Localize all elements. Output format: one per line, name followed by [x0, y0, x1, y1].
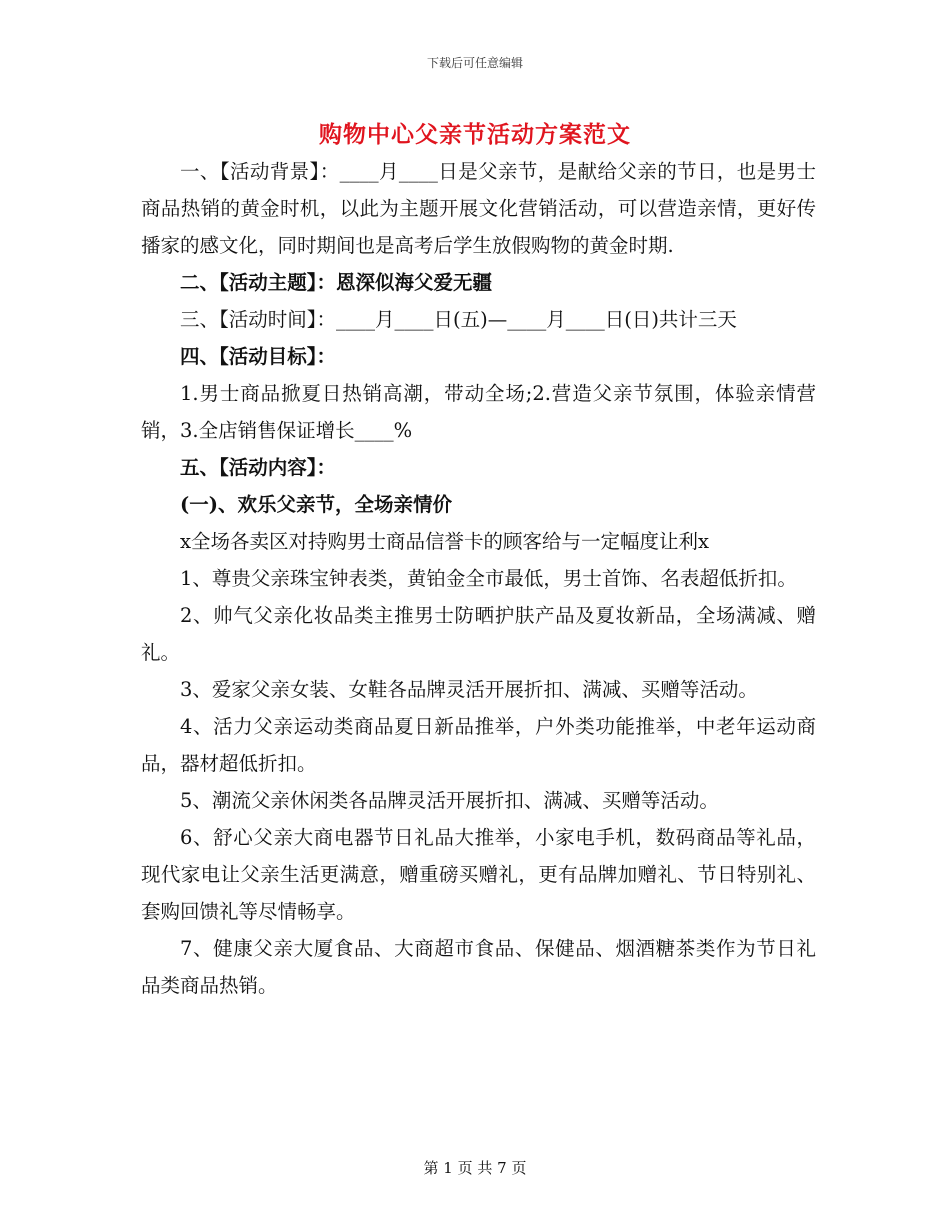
list-item-6: 6、舒心父亲大商电器节日礼品大推举，小家电手机，数码商品等礼品，现代家电让父亲生活更满意，赠重磅买赠礼，更有品牌加赠礼、节日特别礼、套购回馈礼等尽情畅享。: [141, 826, 816, 923]
page-header-note: 下载后可任意编辑: [426, 56, 523, 70]
paragraph-theme: 二、【活动主题】：恩深似海父爱无疆: [180, 271, 493, 294]
list-item-3: 3、爱家父亲女装、女鞋各品牌灵活开展折扣、满减、买赠等活动。: [180, 678, 758, 701]
list-item-7: 7、健康父亲大厦食品、大商超市食品、保健品、烟酒糖茶类作为节日礼品类商品热销。: [141, 937, 816, 997]
paragraph-subheading-1: (一)、欢乐父亲节，全场亲情价: [180, 493, 452, 516]
paragraph-goal-heading: 四、【活动目标】：: [180, 345, 337, 368]
paragraph-time: 三、【活动时间】：____月____日(五)—____月____日(日)共计三天: [180, 308, 737, 331]
document-body: [141, 153, 816, 1004]
paragraph-background: 一、【活动背景】：____月____日是父亲节，是献给父亲的节日，也是男士商品热销的黄金时机，以此为主题开展文化营销活动，可以营造亲情，更好传播家的感文化，同时期间也是高考后学生放假购物的黄金时期.: [141, 160, 816, 257]
list-item-5: 5、潮流父亲休闲类各品牌灵活开展折扣、满减、买赠等活动。: [180, 789, 719, 812]
paragraph-discount-note: x全场各卖区对持购男士商品信誉卡的顾客给与一定幅度让利x: [180, 530, 709, 553]
list-item-1: 1、尊贵父亲珠宝钟表类，黄铂金全市最低，男士首饰、名表超低折扣。: [180, 567, 797, 590]
list-item-4: 4、活力父亲运动类商品夏日新品推举，户外类功能推举，中老年运动商品，器材超低折扣。: [141, 715, 816, 775]
page-number: 第 1 页 共 7 页: [423, 1159, 527, 1177]
paragraph-goals: 1.男士商品掀夏日热销高潮，带动全场;2.营造父亲节氛围，体验亲情营销，3.全店销售保证增长____%: [141, 382, 816, 442]
document-title: 购物中心父亲节活动方案范文: [319, 121, 631, 148]
paragraph-content-heading: 五、【活动内容】：: [180, 456, 337, 479]
list-item-2: 2、帅气父亲化妆品类主推男士防晒护肤产品及夏妆新品，全场满减、赠礼。: [141, 604, 816, 664]
